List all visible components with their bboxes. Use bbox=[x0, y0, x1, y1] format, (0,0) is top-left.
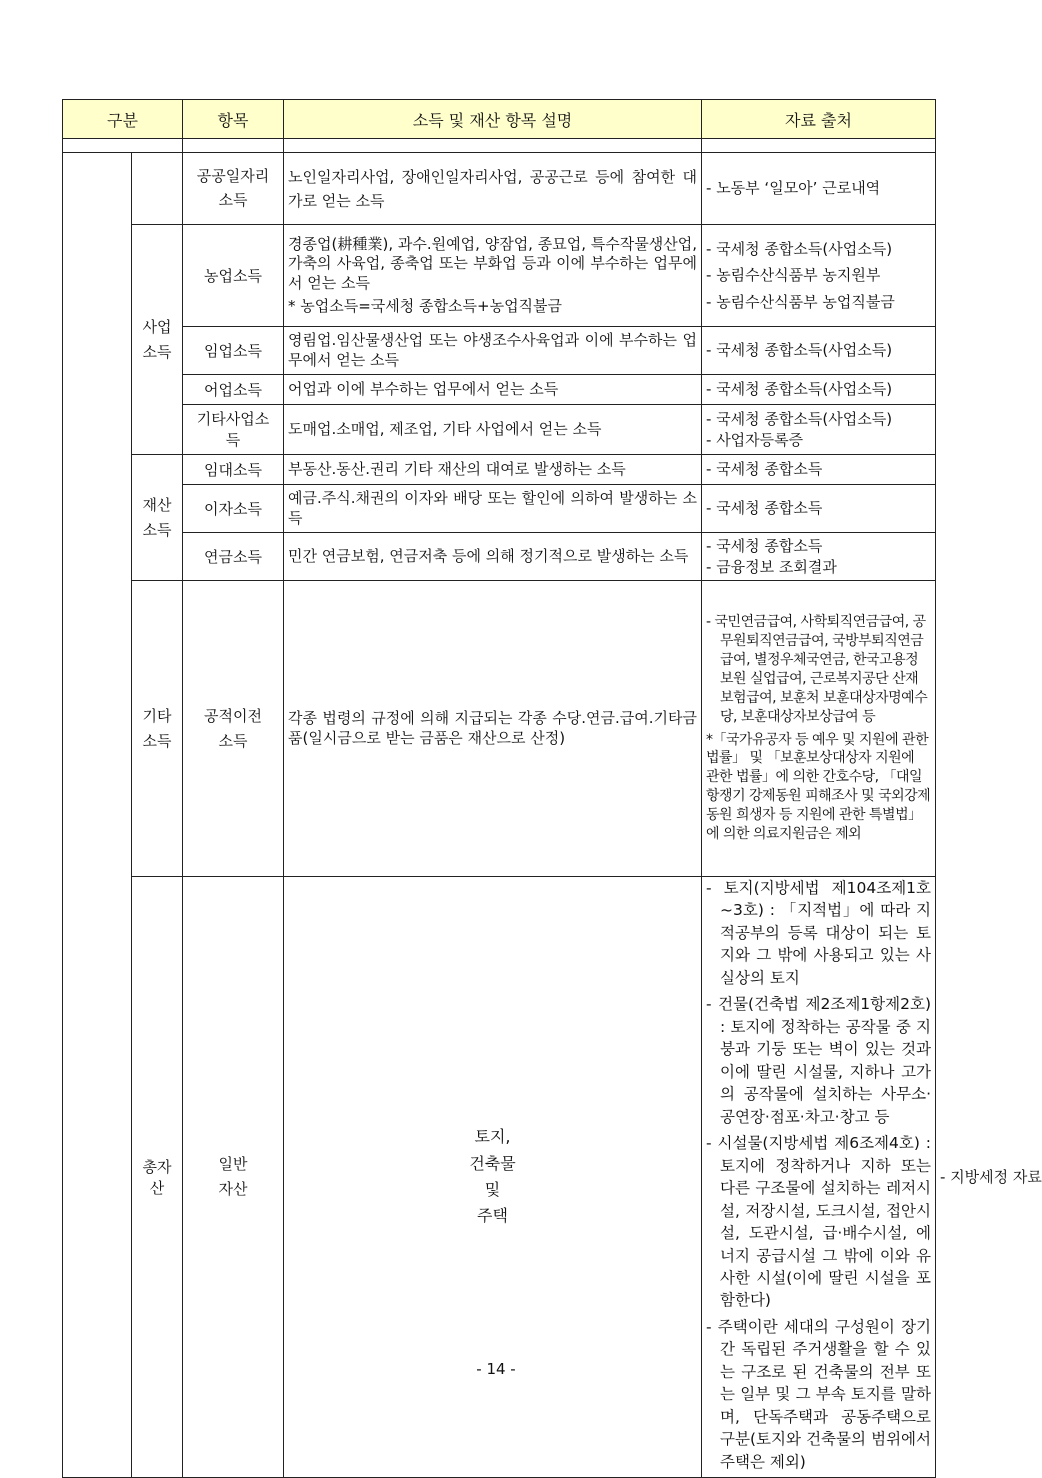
source-fishery bbox=[702, 375, 936, 405]
desc-rental: 부동산.동산.권리 기타 재산의 대여로 발생하는 소득 bbox=[284, 455, 702, 485]
page-number: - 14 - bbox=[476, 1360, 516, 1378]
header-category: 구분 bbox=[63, 100, 183, 139]
group-business-income: 사업 소득 bbox=[132, 225, 183, 455]
source-line: - 농림수산식품부 농지원부 bbox=[706, 266, 881, 285]
header-description: 소득 및 재산 항목 설명 bbox=[284, 100, 702, 139]
source-line: - 국세청 종합소득(사업소득) bbox=[706, 240, 893, 259]
source-public-job bbox=[702, 153, 936, 225]
source-exclusion-note: *「국가유공자 등 예우 및 지원에 관한 법률」 및 「보훈보상대상자 지원에 관한 법률」에 의한 간호수당, 「대일항쟁기 강제동원 피해조사 및 국외강제동원 희생자 등 지원에 관한 특별법」에 의한 의료지원금은 제외 bbox=[706, 731, 931, 842]
source-interest bbox=[702, 485, 936, 533]
desc-farm-note: * 농업소득=국세청 종합소득+농업직불금 bbox=[288, 297, 563, 315]
desc-interest: 예금.주식.채권의 이자와 배당 또는 할인에 의하여 발생하는 소득 bbox=[284, 485, 702, 533]
source-line: - 노동부 ‘일모아’ 근로내역 bbox=[706, 179, 881, 198]
source-pension bbox=[702, 533, 936, 581]
table-row bbox=[63, 375, 936, 405]
blank-subcategory-cell bbox=[132, 153, 183, 225]
desc-pension: 민간 연금보험, 연금저축 등에 의해 정기적으로 발생하는 소득 bbox=[284, 533, 702, 581]
group-property-income: 재산 소득 bbox=[132, 455, 183, 581]
spacer-cell bbox=[284, 139, 702, 153]
source-other-business bbox=[702, 405, 936, 455]
table-row bbox=[63, 581, 936, 877]
table-header-row bbox=[63, 100, 936, 139]
group-total-assets: 총자산 bbox=[132, 877, 183, 1478]
item-other-business: 기타사업소 득 bbox=[183, 405, 284, 455]
item-pension: 연금소득 bbox=[183, 533, 284, 581]
source-line: - 사업자등록증 bbox=[706, 430, 804, 449]
spacer-cell bbox=[63, 139, 183, 153]
desc-farm-text: 경종업(耕種業), 과수.원예업, 양잠업, 종묘업, 특수작물생산업, 가축의 사육업, 종축업 또는 부화업 등과 이에 부수하는 업무에서 얻는 소득 bbox=[288, 234, 698, 292]
source-line: - 국세청 종합소득 bbox=[706, 460, 823, 479]
spacer-cell bbox=[183, 139, 284, 153]
table-row bbox=[63, 455, 936, 485]
desc-land-item: - 토지(지방세법 제104조제1호~3호) : 「지적법」에 따라 지적공부의 등록 대상이 되는 토지와 그 밖에 사용되고 있는 사실상의 토지 bbox=[706, 879, 932, 987]
source-rental bbox=[702, 455, 936, 485]
source-line: - 국세청 종합소득 bbox=[706, 537, 823, 556]
item-land-building: 토지, 건축물 및 주택 bbox=[284, 877, 702, 1478]
group-other-income: 기타 소득 bbox=[132, 581, 183, 877]
source-line: - 국세청 종합소득(사업소득) bbox=[706, 410, 893, 429]
header-source: 자료 출처 bbox=[702, 100, 936, 139]
desc-land-item: - 시설물(지방세법 제6조제4호) : 토지에 정착하거나 지하 또는 다른 구조물에 설치하는 레저시설, 저장시설, 도크시설, 접안시설, 도관시설, 급·배수시설, 에너지 공급시설 그 밖에 이와 유사한 시설(이에 딸린 시설을 포함한다) bbox=[706, 1134, 932, 1310]
source-line: - 국세청 종합소득 bbox=[706, 499, 823, 518]
desc-public-job: 노인일자리사업, 장애인일자리사업, 공공근로 등에 참여한 대가로 얻는 소득 bbox=[284, 153, 702, 225]
table-row bbox=[63, 327, 936, 375]
table-row: 총자산 일반 자산 토지, 건축물 및 주택 - 토지(지방세법 제104조제1호~3호) : 「지적법」에 따라 지적공부의 등록 대상이 되는 토지와 그 밖에 사용되고 있는 사실상의 토지 - 건물(건축법 제2조제1항제2호) : 토지에 정착하는 공작물 중 지붕과 기둥 또는 벽이 있는 것과 이에 딸린 시설물, 지하나 고가의 공작물에 설치하는 사무소·공연장·점포·차고·창고 등 - 시설물(지방세법 제6조제4호) : 토지에 정착하거나 지하 또는 다른 구조물에 설치하는 레저시설, 저장시설, 도크시설, 접안시설, 도관시설, 급·배수시설, 에너지 공급시설 그 밖에 이와 유사한 시설(이에 딸린 시설을 포함한다) - 주택이란 세대의 구성원이 장기간 독립된 주거생활을 할 수 있는 구조로 된 건축물의 전부 또는 일부 및 그 부속 토지를 말하며, 단독주택과 공동주택으로 구분(토지와 건축물의 범위에서 주택은 제외) - 지방세정 자료 bbox=[63, 877, 936, 1478]
desc-other-business: 도매업.소매업, 제조업, 기타 사업에서 얻는 소득 bbox=[284, 405, 702, 455]
desc-forestry: 영림업.임산물생산업 또는 야생조수사육업과 이에 부수하는 업무에서 얻는 소득 bbox=[284, 327, 702, 375]
desc-land-building bbox=[702, 877, 936, 1478]
group-general-assets: 일반 자산 bbox=[183, 877, 284, 1478]
desc-public-transfer: 각종 법령의 규정에 의해 지급되는 각종 수당.연금.급여.기타금품(일시금으로 받는 금품은 재산으로 산정) bbox=[284, 581, 702, 877]
header-item: 항목 bbox=[183, 100, 284, 139]
item-interest: 이자소득 bbox=[183, 485, 284, 533]
item-rental: 임대소득 bbox=[183, 455, 284, 485]
item-farm: 농업소득 bbox=[183, 225, 284, 327]
table-row bbox=[63, 225, 936, 327]
desc-fishery: 어업과 이에 부수하는 업무에서 얻는 소득 bbox=[284, 375, 702, 405]
source-farm bbox=[702, 225, 936, 327]
source-public-transfer bbox=[702, 581, 936, 877]
item-forestry: 임업소득 bbox=[183, 327, 284, 375]
item-public-job: 공공일자리 소득 bbox=[183, 153, 284, 225]
item-public-transfer: 공적이전 소득 bbox=[183, 581, 284, 877]
spacer-cell bbox=[702, 139, 936, 153]
table-row bbox=[63, 153, 936, 225]
source-line: - 국세청 종합소득(사업소득) bbox=[706, 341, 893, 360]
source-line: - 국민연금급여, 사학퇴직연금급여, 공무원퇴직연금급여, 국방부퇴직연금급여, 별정우체국연금, 한국고용정보원 실업급여, 근로복지공단 산재보험급여, 보훈처 보훈대상자명예수당, 보훈대상자보상급여 등 bbox=[706, 614, 928, 725]
desc-land-item: - 건물(건축법 제2조제1항제2호) : 토지에 정착하는 공작물 중 지붕과 기둥 또는 벽이 있는 것과 이에 딸린 시설물, 지하나 고가의 공작물에 설치하는 사무소·공연장·점포·차고·창고 등 bbox=[706, 995, 932, 1126]
source-forestry bbox=[702, 327, 936, 375]
item-fishery: 어업소득 bbox=[183, 375, 284, 405]
desc-land-item: - 주택이란 세대의 구성원이 장기간 독립된 주거생활을 할 수 있는 구조로 된 건축물의 전부 또는 일부 및 그 부속 토지를 말하며, 단독주택과 공동주택으로 구분(토지와 건축물의 범위에서 주택은 제외) bbox=[706, 1317, 932, 1471]
income-property-table bbox=[62, 99, 1042, 1478]
desc-farm bbox=[284, 225, 702, 327]
blank-category-cell bbox=[63, 153, 132, 1478]
table-row bbox=[63, 533, 936, 581]
source-line: - 금융정보 조회결과 bbox=[706, 557, 837, 576]
source-line: - 농림수산식품부 농업직불금 bbox=[706, 292, 895, 311]
source-line: - 국세청 종합소득(사업소득) bbox=[706, 380, 893, 399]
table-row bbox=[63, 405, 936, 455]
table-row bbox=[63, 485, 936, 533]
spacer-row bbox=[63, 139, 936, 153]
